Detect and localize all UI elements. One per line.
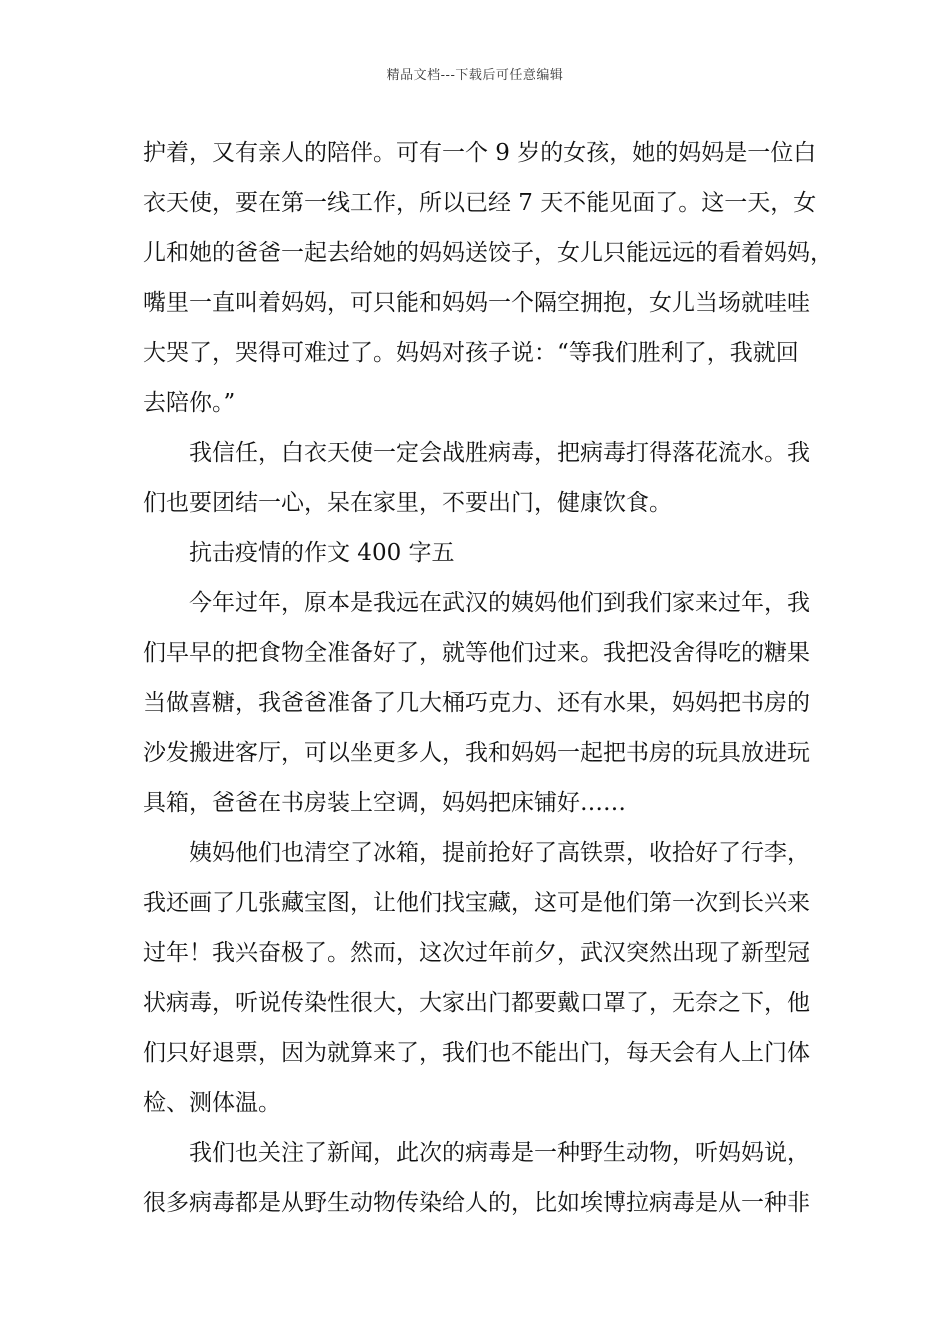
text-line: 我信任，白衣天使一定会战胜病毒，把病毒打得落花流水。我 [189, 440, 810, 466]
text-line: 很多病毒都是从野生动物传染给人的，比如埃博拉病毒是从一种非 [143, 1190, 810, 1216]
text-line: 检、测体温。 [143, 1090, 281, 1116]
paragraph [143, 828, 811, 1128]
section-heading [143, 528, 811, 578]
text-line: 衣天使，要在第一线工作，所以已经 7 天不能见面了。这一天，女 [143, 190, 817, 216]
text-line: 们早早的把食物全准备好了，就等他们过来。我把没舍得吃的糖果 [143, 640, 810, 666]
text-line: 护着，又有亲人的陪伴。可有一个 9 岁的女孩，她的妈妈是一位白 [143, 140, 817, 166]
text-line: 我还画了几张藏宝图，让他们找宝藏，这可是他们第一次到长兴来 [143, 890, 810, 916]
text-line: 过年！我兴奋极了。然而，这次过年前夕，武汉突然出现了新型冠 [143, 940, 810, 966]
text-line: 当做喜糖，我爸爸准备了几大桶巧克力、还有水果，妈妈把书房的 [143, 690, 810, 716]
text-line: 姨妈他们也清空了冰箱，提前抢好了高铁票，收拾好了行李， [189, 840, 810, 866]
text-line: 们也要团结一心，呆在家里，不要出门，健康饮食。 [143, 490, 672, 516]
text-line: 嘴里一直叫着妈妈，可只能和妈妈一个隔空拥抱，女儿当场就哇哇 [143, 290, 810, 316]
text-line: 沙发搬进客厅，可以坐更多人，我和妈妈一起把书房的玩具放进玩 [143, 740, 810, 766]
text-line: 儿和她的爸爸一起去给她的妈妈送饺子，女儿只能远远的看着妈妈， [143, 240, 833, 266]
text-line: 们只好退票，因为就算来了，我们也不能出门，每天会有人上门体 [143, 1040, 810, 1066]
heading-text: 抗击疫情的作文 400 字五 [189, 540, 455, 566]
text-line: 大哭了，哭得可难过了。妈妈对孩子说：“等我们胜利了，我就回 [143, 340, 799, 366]
text-line: 具箱，爸爸在书房装上空调，妈妈把床铺好…… [143, 790, 626, 816]
text-line: 状病毒，听说传染性很大，大家出门都要戴口罩了，无奈之下，他 [143, 990, 810, 1016]
text-line: 今年过年，原本是我远在武汉的姨妈他们到我们家来过年，我 [189, 590, 810, 616]
text-line: 我们也关注了新闻，此次的病毒是一种野生动物，听妈妈说， [189, 1140, 810, 1166]
text-line: 去陪你。” [143, 390, 236, 416]
paragraph [143, 428, 811, 528]
page-header: 精品文档---下载后可任意编辑 [386, 68, 564, 83]
paragraph [143, 578, 811, 828]
paragraph [143, 1128, 811, 1228]
paragraph-continuation [143, 128, 833, 428]
document-body [143, 128, 833, 1228]
